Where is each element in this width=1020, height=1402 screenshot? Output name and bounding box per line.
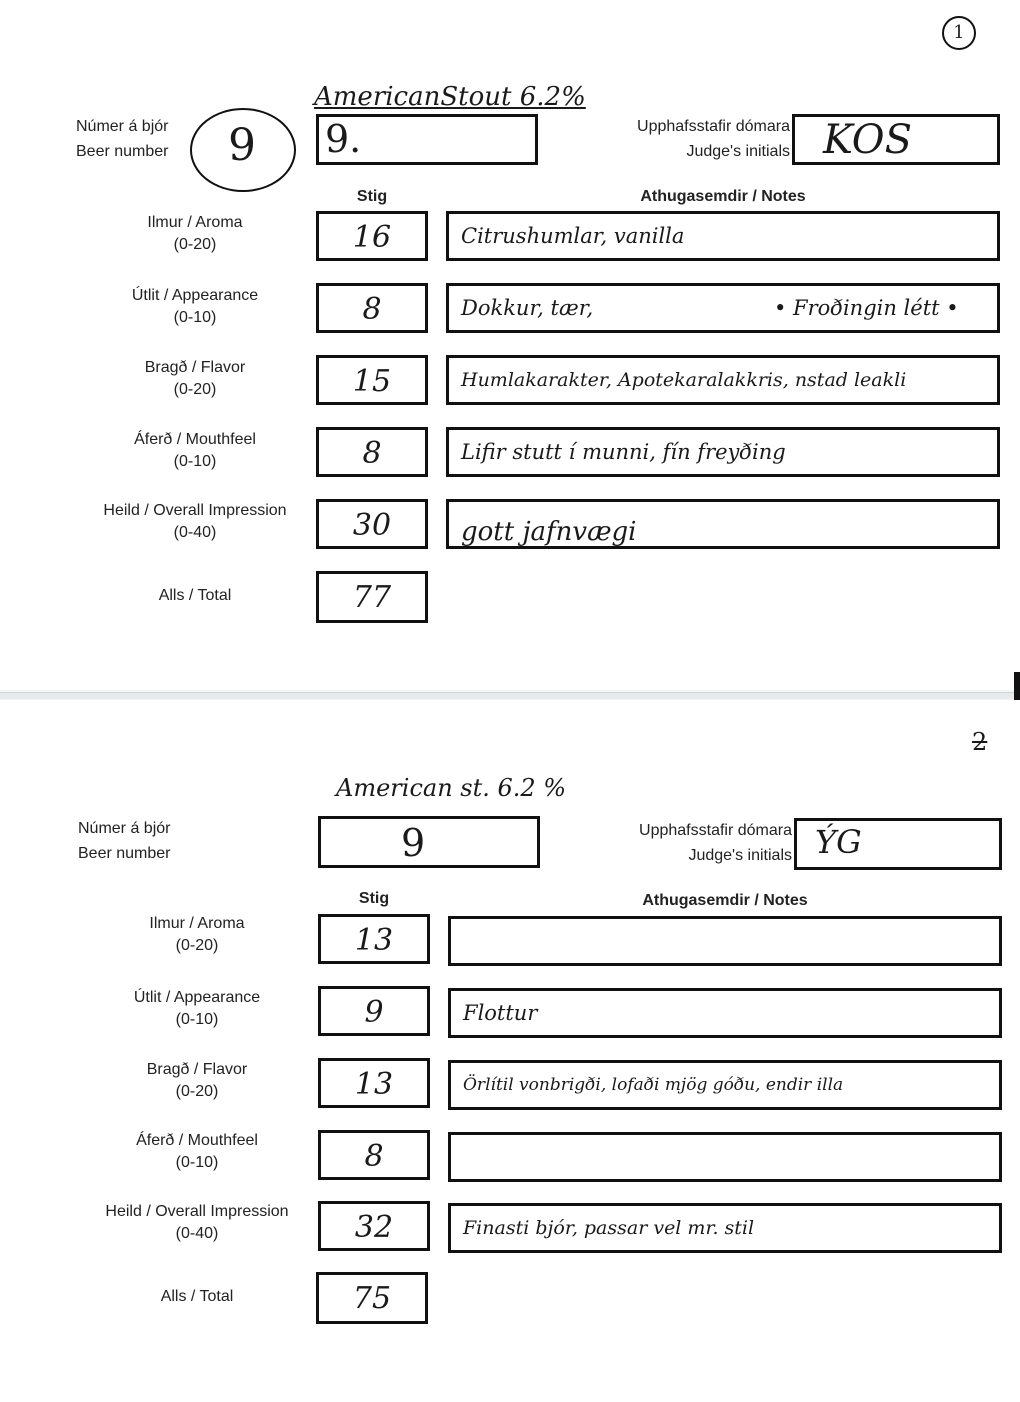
page-number: 1	[953, 22, 965, 43]
beer-number-label	[78, 816, 171, 866]
category-name: Heild / Overall Impression	[105, 1203, 289, 1220]
score-box-flavor[interactable]	[316, 355, 428, 405]
total-label	[100, 585, 290, 607]
beer-number-box[interactable]	[318, 816, 540, 868]
category-range: (0-40)	[175, 1225, 219, 1242]
notes-box-mouthfeel[interactable]	[448, 1132, 1002, 1182]
notes-value: Lifir stutt í munni, fín freyðing	[461, 440, 786, 464]
score-sheet-2	[0, 700, 1020, 1402]
notes-value: Örlítil vonbrigði, lofaði mjög góðu, endir illa	[463, 1075, 844, 1095]
score-value: 8	[364, 1139, 384, 1174]
score-value: 15	[352, 364, 392, 399]
score-value: 8	[362, 292, 382, 327]
category-name: Áferð / Mouthfeel	[136, 1132, 258, 1149]
category-name: Ilmur / Aroma	[147, 214, 243, 231]
category-label-flavor	[102, 1059, 292, 1103]
beer-number-value: 9.	[325, 117, 362, 161]
total-label-text: Alls / Total	[158, 587, 232, 604]
category-name: Ilmur / Aroma	[149, 915, 245, 932]
total-label-text: Alls / Total	[160, 1288, 234, 1305]
notes-box-mouthfeel[interactable]	[446, 427, 1000, 477]
category-name: Heild / Overall Impression	[103, 502, 287, 519]
total-value: 77	[352, 580, 392, 615]
judge-initials-value: KOS	[823, 117, 913, 163]
notes-box-appearance[interactable]	[448, 988, 1002, 1038]
score-box-overall[interactable]	[318, 1201, 430, 1251]
judge-initials-value: ÝG	[815, 823, 862, 861]
beer-number-value: 9	[401, 821, 426, 865]
score-value: 30	[352, 508, 392, 543]
score-box-aroma[interactable]	[318, 914, 430, 964]
judge-initials-box[interactable]	[792, 114, 1000, 165]
category-name: Bragð / Flavor	[146, 1061, 248, 1078]
category-label-appearance	[102, 987, 292, 1031]
total-value: 75	[352, 1281, 392, 1316]
category-name: Útlit / Appearance	[133, 989, 261, 1006]
score-box-mouthfeel[interactable]	[318, 1130, 430, 1180]
category-range: (0-20)	[173, 381, 217, 398]
score-value: 13	[354, 923, 394, 958]
notes-value: Finasti bjór, passar vel mr. stil	[463, 1217, 755, 1239]
score-value: 13	[354, 1067, 394, 1102]
score-box-mouthfeel[interactable]	[316, 427, 428, 477]
beer-number-label-is: Númer á bjór	[78, 820, 171, 837]
category-label-mouthfeel	[102, 1130, 292, 1174]
total-label	[102, 1286, 292, 1308]
page-mark: 2	[972, 728, 988, 756]
category-label-flavor	[100, 357, 290, 401]
sheet-divider	[0, 692, 1020, 699]
total-box[interactable]	[316, 1272, 428, 1324]
judge-initials-label	[602, 818, 792, 868]
category-range: (0-10)	[175, 1154, 219, 1171]
judge-label-is: Upphafsstafir dómara	[639, 822, 792, 839]
notes-box-aroma[interactable]	[448, 916, 1002, 966]
notes-box-overall[interactable]	[448, 1203, 1002, 1253]
score-box-appearance[interactable]	[316, 283, 428, 333]
notes-value: gott jafnvægi	[461, 517, 637, 547]
category-name: Útlit / Appearance	[131, 287, 259, 304]
category-range: (0-10)	[173, 309, 217, 326]
category-range: (0-10)	[173, 453, 217, 470]
score-column-header: Stig	[356, 188, 388, 205]
total-box[interactable]	[316, 571, 428, 623]
score-value: 16	[352, 220, 392, 255]
judge-initials-box[interactable]	[794, 818, 1002, 870]
notes-value: Flottur	[463, 1001, 538, 1025]
category-label-mouthfeel	[100, 429, 290, 473]
circled-beer-number	[190, 108, 296, 192]
score-box-flavor[interactable]	[318, 1058, 430, 1108]
circled-number-text: 9	[228, 120, 256, 171]
beer-number-label	[76, 114, 169, 164]
notes-box-overall[interactable]	[446, 499, 1000, 549]
notes-extra-value: • Froðingin létt •	[774, 296, 959, 320]
score-box-overall[interactable]	[316, 499, 428, 549]
judge-label-en: Judge's initials	[688, 847, 792, 864]
score-box-aroma[interactable]	[316, 211, 428, 261]
beer-number-label-en: Beer number	[76, 143, 169, 160]
beer-number-box[interactable]	[316, 114, 538, 165]
judge-initials-label	[600, 114, 790, 164]
category-label-overall	[92, 1201, 302, 1245]
notes-value: Dokkur, tær,	[461, 296, 594, 320]
notes-box-appearance[interactable]	[446, 283, 1000, 333]
category-range: (0-10)	[175, 1011, 219, 1028]
notes-column-header: Athugasemdir / Notes	[640, 188, 806, 205]
score-box-appearance[interactable]	[318, 986, 430, 1036]
category-range: (0-40)	[173, 524, 217, 541]
judge-label-en: Judge's initials	[686, 143, 790, 160]
notes-value: Citrushumlar, vanilla	[461, 224, 685, 248]
category-range: (0-20)	[175, 1083, 219, 1100]
beer-number-label-is: Númer á bjór	[76, 118, 169, 135]
judge-label-is: Upphafsstafir dómara	[637, 118, 790, 135]
category-label-aroma	[100, 212, 290, 256]
beer-style-note: AmericanStout 6.2%	[314, 82, 586, 112]
category-label-appearance	[100, 285, 290, 329]
category-name: Áferð / Mouthfeel	[134, 431, 256, 448]
score-value: 8	[362, 436, 382, 471]
notes-box-aroma[interactable]	[446, 211, 1000, 261]
category-range: (0-20)	[173, 236, 217, 253]
category-label-aroma	[102, 913, 292, 957]
beer-style-note: American st. 6.2 %	[336, 774, 567, 802]
score-value: 32	[354, 1210, 394, 1245]
score-column-header: Stig	[358, 890, 390, 907]
notes-box-flavor[interactable]	[448, 1060, 1002, 1110]
notes-column-header: Athugasemdir / Notes	[642, 892, 808, 909]
category-range: (0-20)	[175, 937, 219, 954]
page-number-circle	[942, 16, 976, 50]
score-value: 9	[364, 995, 384, 1030]
notes-value: Humlakarakter, Apotekaralakkris, nstad leakli	[461, 369, 907, 391]
category-label-overall	[90, 500, 300, 544]
edge-mark-top	[1014, 672, 1020, 702]
notes-box-flavor[interactable]	[446, 355, 1000, 405]
beer-number-label-en: Beer number	[78, 845, 171, 862]
category-name: Bragð / Flavor	[144, 359, 246, 376]
score-sheet-1	[0, 0, 1020, 690]
